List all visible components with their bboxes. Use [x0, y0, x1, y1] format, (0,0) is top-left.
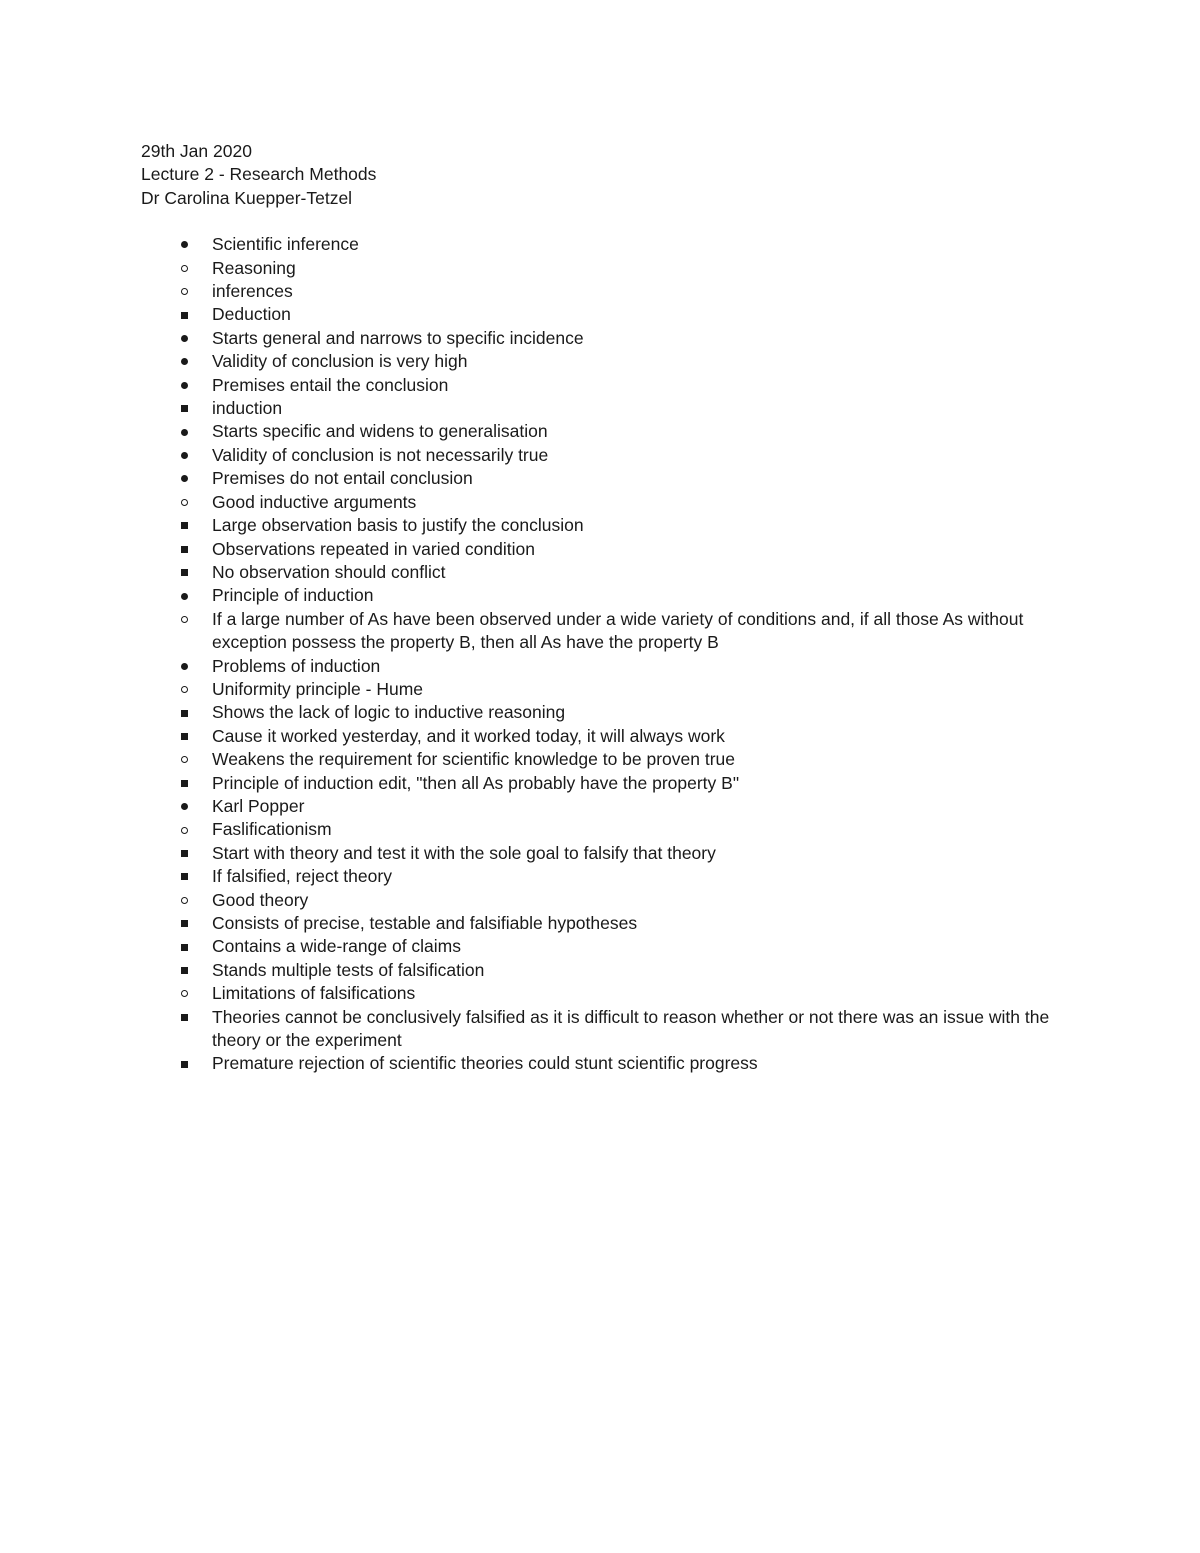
- list-item-text: Shows the lack of logic to inductive reasoning: [212, 702, 566, 723]
- hollow-bullet-icon: [177, 257, 191, 280]
- square-bullet-icon: [177, 935, 191, 958]
- square-bullet-icon: [177, 959, 191, 982]
- document-page: [141, 140, 1061, 1076]
- list-item-text: Observations repeated in varied condition: [212, 538, 535, 559]
- list-item-text: Large observation basis to justify the conclusion: [212, 515, 584, 536]
- list-item-text: induction: [212, 398, 283, 419]
- list-item-text: Limitations of falsifications: [212, 983, 416, 1004]
- filled-bullet-icon: [177, 795, 191, 818]
- list-item-text: Contains a wide-range of claims: [212, 936, 462, 957]
- square-bullet-icon: [177, 561, 191, 584]
- list-item-text: Premises do not entail conclusion: [212, 468, 473, 489]
- nested-list: [141, 303, 1061, 490]
- notes-list: [141, 233, 1061, 1076]
- list-item-text: Good theory: [212, 889, 309, 910]
- nested-list: [141, 678, 1061, 795]
- lecture-title: Lecture 2 - Research Methods: [141, 164, 377, 185]
- lecturer-name: Dr Carolina Kuepper-Tetzel: [141, 187, 353, 208]
- list-item: [141, 865, 1061, 888]
- list-item: [141, 327, 1061, 350]
- list-item-text: Validity of conclusion is not necessarily true: [212, 444, 549, 465]
- list-item-text: If falsified, reject theory: [212, 866, 392, 887]
- list-item-text: Consists of precise, testable and falsifiable hypotheses: [212, 913, 638, 933]
- list-item: [141, 444, 1061, 467]
- list-item: [141, 912, 1061, 935]
- filled-bullet-icon: [177, 327, 191, 350]
- list-item: [141, 467, 1061, 490]
- list-item: [141, 678, 1061, 748]
- filled-bullet-icon: [177, 374, 191, 397]
- list-item: [141, 1052, 1061, 1075]
- hollow-bullet-icon: [177, 982, 191, 1005]
- square-bullet-icon: [177, 865, 191, 888]
- square-bullet-icon: [177, 842, 191, 865]
- list-item-text: Premises entail the conclusion: [212, 374, 449, 395]
- list-item-text: If a large number of As have been observed under a wide variety of conditions and, if all those As without exception possess the property B, then all As have the property B: [212, 608, 1024, 653]
- nested-list: [141, 842, 1061, 889]
- list-item-text: inferences: [212, 281, 293, 302]
- list-item-text: Starts specific and widens to generalisation: [212, 421, 548, 442]
- list-item: [141, 280, 1061, 491]
- nested-list: [141, 772, 1061, 795]
- list-item-text: Reasoning: [212, 257, 296, 278]
- list-item: [141, 959, 1061, 982]
- hollow-bullet-icon: [177, 748, 191, 771]
- list-item: [141, 772, 1061, 795]
- list-item-text: Problems of induction: [212, 655, 381, 676]
- nested-list: [141, 608, 1061, 655]
- list-item: [141, 538, 1061, 561]
- filled-bullet-icon: [177, 233, 191, 256]
- list-item-text: No observation should conflict: [212, 561, 446, 582]
- nested-list: [141, 420, 1061, 490]
- list-item-text: Cause it worked yesterday, and it worked today, it will always work: [212, 725, 725, 746]
- nested-list: [141, 1006, 1061, 1076]
- list-item-text: Stands multiple tests of falsification: [212, 959, 485, 980]
- square-bullet-icon: [177, 1006, 191, 1029]
- hollow-bullet-icon: [177, 678, 191, 701]
- nested-list: [141, 257, 1061, 585]
- nested-list: [141, 514, 1061, 584]
- nested-list: [141, 327, 1061, 397]
- filled-bullet-icon: [177, 467, 191, 490]
- list-item: [141, 397, 1061, 491]
- list-item-text: Good inductive arguments: [212, 491, 417, 512]
- square-bullet-icon: [177, 772, 191, 795]
- list-item-text: Principle of induction: [212, 585, 374, 606]
- list-item: [141, 748, 1061, 795]
- list-item: [141, 982, 1061, 1076]
- square-bullet-icon: [177, 538, 191, 561]
- list-item: [141, 491, 1061, 585]
- square-bullet-icon: [177, 514, 191, 537]
- list-item: [141, 584, 1061, 654]
- list-item: [141, 935, 1061, 958]
- list-item: [141, 420, 1061, 443]
- list-item: [141, 889, 1061, 983]
- list-item-text: Karl Popper: [212, 795, 305, 816]
- list-item-text: Theories cannot be conclusively falsified as it is difficult to reason whether or not there was an issue with the theory or the experiment: [212, 1006, 1050, 1051]
- list-item: [141, 842, 1061, 865]
- list-item: [141, 608, 1061, 655]
- list-item-text: Deduction: [212, 304, 291, 325]
- list-item-text: Starts general and narrows to specific incidence: [212, 327, 584, 348]
- list-item-text: Premature rejection of scientific theories could stunt scientific progress: [212, 1053, 758, 1074]
- list-item-text: Principle of induction edit, "then all As probably have the property B": [212, 772, 740, 793]
- nested-list: [141, 701, 1061, 748]
- list-item: [141, 374, 1061, 397]
- list-item: [141, 514, 1061, 537]
- hollow-bullet-icon: [177, 280, 191, 303]
- list-item: [141, 818, 1061, 888]
- list-item-text: Scientific inference: [212, 234, 359, 255]
- filled-bullet-icon: [177, 584, 191, 607]
- square-bullet-icon: [177, 725, 191, 748]
- square-bullet-icon: [177, 701, 191, 724]
- hollow-bullet-icon: [177, 491, 191, 514]
- list-item-text: Validity of conclusion is very high: [212, 351, 468, 372]
- square-bullet-icon: [177, 912, 191, 935]
- square-bullet-icon: [177, 303, 191, 326]
- header-spacer: [141, 210, 1061, 233]
- list-item: [141, 795, 1061, 1076]
- square-bullet-icon: [177, 397, 191, 420]
- list-item-text: Faslificationism: [212, 819, 332, 840]
- filled-bullet-icon: [177, 655, 191, 678]
- nested-list: [141, 818, 1061, 1075]
- filled-bullet-icon: [177, 444, 191, 467]
- hollow-bullet-icon: [177, 889, 191, 912]
- list-item: [141, 655, 1061, 795]
- list-item: [141, 233, 1061, 584]
- list-item-text: Uniformity principle - Hume: [212, 678, 424, 699]
- list-item-text: Weakens the requirement for scientific knowledge to be proven true: [212, 749, 736, 770]
- list-item-text: Start with theory and test it with the sole goal to falsify that theory: [212, 842, 716, 863]
- list-item: [141, 561, 1061, 584]
- list-item: [141, 350, 1061, 373]
- list-item: [141, 701, 1061, 724]
- note-date: 29th Jan 2020: [141, 141, 252, 161]
- list-item: [141, 725, 1061, 748]
- list-item: [141, 257, 1061, 280]
- list-item: [141, 303, 1061, 397]
- hollow-bullet-icon: [177, 818, 191, 841]
- square-bullet-icon: [177, 1052, 191, 1075]
- filled-bullet-icon: [177, 420, 191, 443]
- filled-bullet-icon: [177, 350, 191, 373]
- nested-list: [141, 912, 1061, 982]
- list-item: [141, 1006, 1061, 1053]
- hollow-bullet-icon: [177, 608, 191, 631]
